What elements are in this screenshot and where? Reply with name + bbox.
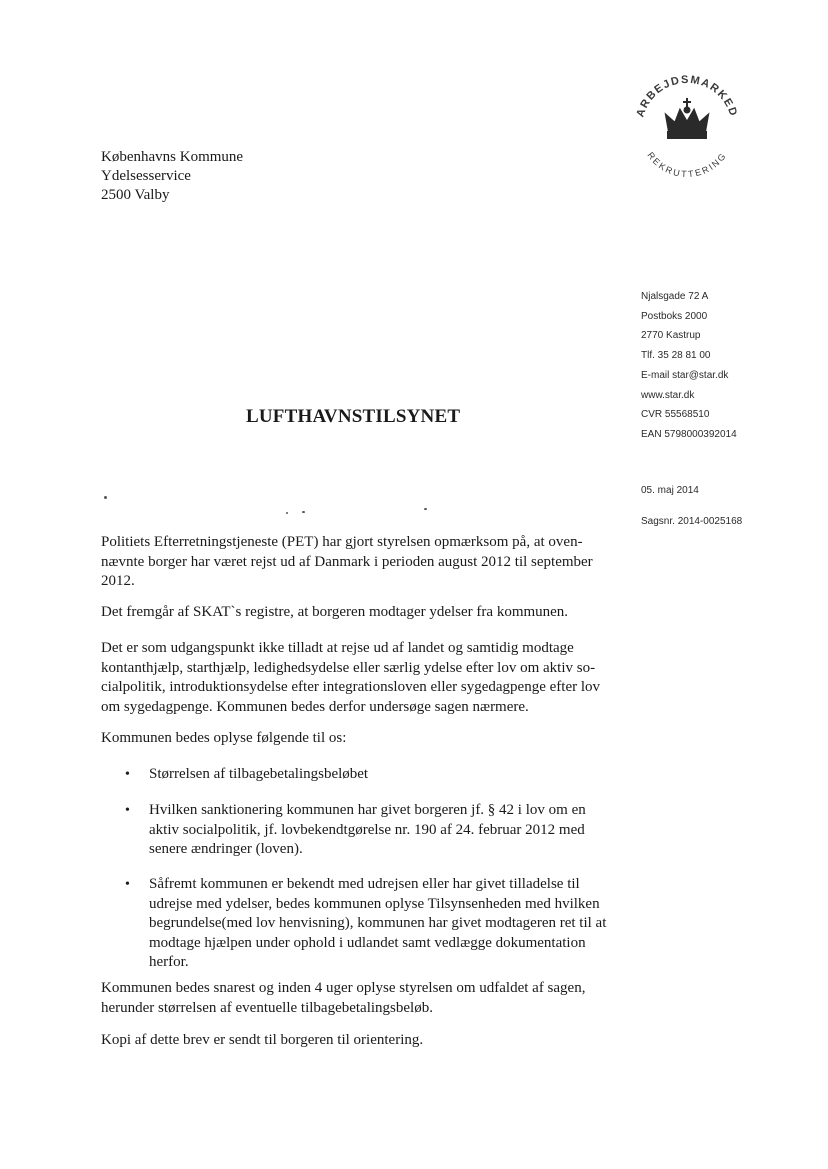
paragraph-copy: Kopi af dette brev er sendt til borgeren til orientering.: [101, 1032, 424, 1048]
bullet-icon: •: [125, 803, 130, 818]
paragraph-rules: Det er som udgangspunkt ikke tilladt at rejse ud af landet og samtidig modtage kontanthjælp, starthjælp, ledighedsydelse eller særlig ydelse efter lov om aktiv so-cialpolitik, introduktionsydelse efter integrationsloven eller sygedagpenge efter lov om sygedagpenge. Kommunen bedes derfor undersøge sagen nærmere.: [101, 640, 601, 715]
svg-text:ARBEJDSMARKED: ARBEJDSMARKED: [634, 73, 740, 119]
paragraph-deadline: Kommunen bedes snarest og inden 4 uger oplyse styrelsen om udfaldet af sagen, herunder størrelsen af eventuelle tilbagebetalingsbeløb.: [101, 980, 586, 1016]
sender-phone: Tlf. 35 28 81 00: [641, 350, 711, 362]
sender-address: Njalsgade 72 A: [641, 291, 709, 302]
scan-speck: [302, 511, 305, 513]
recipient-name: Københavns Kommune: [101, 149, 244, 165]
sender-ean: EAN 5798000392014: [641, 428, 737, 440]
case-number: Sagsnr. 2014-0025168: [641, 516, 743, 527]
scan-speck: [424, 508, 427, 510]
scan-speck: [286, 512, 288, 514]
letter-date: 05. maj 2014: [641, 485, 699, 496]
page-title: LUFTHAVNSTILSYNET: [246, 406, 461, 427]
sender-email: E-mail star@star.dk: [641, 369, 729, 381]
recipient-city: 2500 Valby: [101, 187, 170, 203]
crown-icon: [666, 98, 708, 138]
list-item-text: Såfremt kommunen er bekendt med udrejsen eller har givet tilladelse til udrejse med ydelser, bedes kommunen oplyse Tilsynsenheden med hvilken begrundelse(med lov henvisning), kommunen har givet modtageren ret til at modtage hjælpen under ophold i udlandet samt vedlægge dokumentation herfor.: [149, 876, 607, 970]
paragraph-skat: Det fremgår af SKAT`s registre, at borgeren modtager ydelser fra kommunen.: [101, 604, 569, 620]
crown-seal-logo: [622, 60, 752, 190]
sender-city: 2770 Kastrup: [641, 330, 701, 342]
sender-pobox: Postboks 2000: [641, 310, 708, 322]
list-item-text: Størrelsen af tilbagebetalingsbeløbet: [149, 766, 369, 782]
bullet-icon: •: [125, 767, 130, 782]
sender-info: [641, 287, 737, 445]
list-item-text: Hvilken sanktionering kommunen har givet borgeren jf. § 42 i lov om en aktiv socialpolitik, jf. lovbekendtgørelse nr. 190 af 24. februar 2012 med senere ændringer (loven).: [149, 802, 586, 857]
recipient-department: Ydelsesservice: [101, 168, 191, 184]
bullet-icon: •: [125, 877, 130, 892]
recipient-address: [101, 148, 243, 205]
sender-cvr: CVR 55568510: [641, 409, 710, 421]
scan-speck: [104, 496, 107, 499]
svg-text:REKRUTTERING: REKRUTTERING: [645, 150, 729, 180]
paragraph-pet: Politiets Efterretningstjeneste (PET) har gjort styrelsen opmærksom på, at oven-nævnte borger har været rejst ud af Danmark i perioden august 2012 til september 2012.: [101, 534, 593, 589]
sender-web: www.star.dk: [641, 389, 695, 401]
paragraph-request: Kommunen bedes oplyse følgende til os:: [101, 730, 347, 746]
